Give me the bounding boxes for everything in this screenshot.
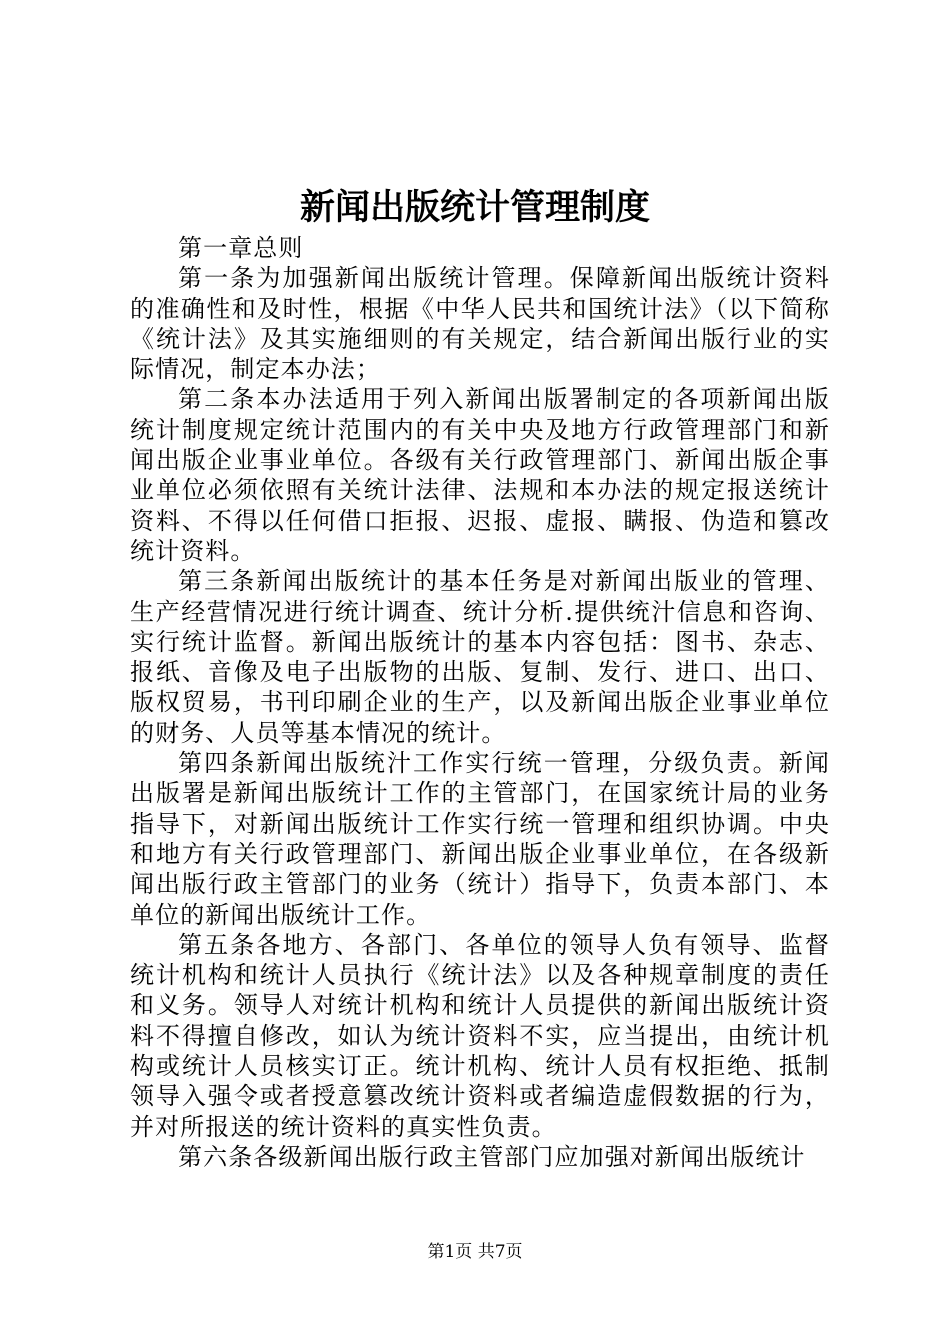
article-1-paragraph: 第一条为加强新闻出版统计管理。保障新闻出版统计资料的准确性和及时性，根据《中华人民共和国统计法》（以下简称《统计法》及其实施细则的有关规定，结合新闻出版行业的实际情况，制定本办法；	[130, 264, 830, 384]
article-4-paragraph: 第四条新闻出版统汁工作实行统一管理，分级负责。新闻出版署是新闻出版统计工作的主管部门，在国家统计局的业务指导下，对新闻出版统计工作实行统一管理和组织协调。中央和地方有关行政管理部门、新闻出版企业事业单位，在各级新闻出版行政主管部门的业务（统计）指导下，负责本部门、本单位的新闻出版统计工作。	[130, 749, 830, 929]
article-6-paragraph: 第六条各级新闻出版行政主管部门应加强对新闻出版统计	[178, 1142, 806, 1171]
page-number-footer: 第1页 共7页	[427, 1242, 523, 1262]
article-2-paragraph: 第二条本办法适用于列入新闻出版署制定的各项新闻出版统计制度规定统计范围内的有关中央及地方行政管理部门和新闻出版企业事业单位。各级有关行政管理部门、新闻出版企事业单位必须依照有关统计法律、法规和本办法的规定报送统计资料、不得以任何借口拒报、迟报、虚报、瞒报、伪造和篡改统计资料。	[130, 385, 830, 565]
document-title: 新闻出版统计管理制度	[299, 187, 650, 228]
chapter-heading: 第一章总则	[178, 234, 304, 262]
article-3-paragraph: 第三条新闻出版统计的基本任务是对新闻出版业的管理、生产经营情况进行统计调查、统计分析.提供统汁信息和咨询、实行统计监督。新闻出版统计的基本内容包括：图书、杂志、报纸、音像及电子出版物的出版、复制、发行、进口、出口、版权贸易，书刊印刷企业的生产，以及新闻出版企业事业单位的财务、人员等基本情况的统计。	[130, 567, 830, 747]
document-body	[130, 233, 830, 1172]
article-5-paragraph: 第五条各地方、各部门、各单位的领导人负有领导、监督统计机构和统计人员执行《统计法》以及各种规章制度的责任和义务。领导人对统计机构和统计人员提供的新闻出版统计资料不得擅自修改，如认为统计资料不实，应当提出，由统计机构或统计人员核实订正。统计机构、统计人员有权拒绝、抵制领导入强令或者授意篡改统计资料或者编造虚假数据的行为，并对所报送的统计资料的真实性负责。	[130, 930, 830, 1141]
